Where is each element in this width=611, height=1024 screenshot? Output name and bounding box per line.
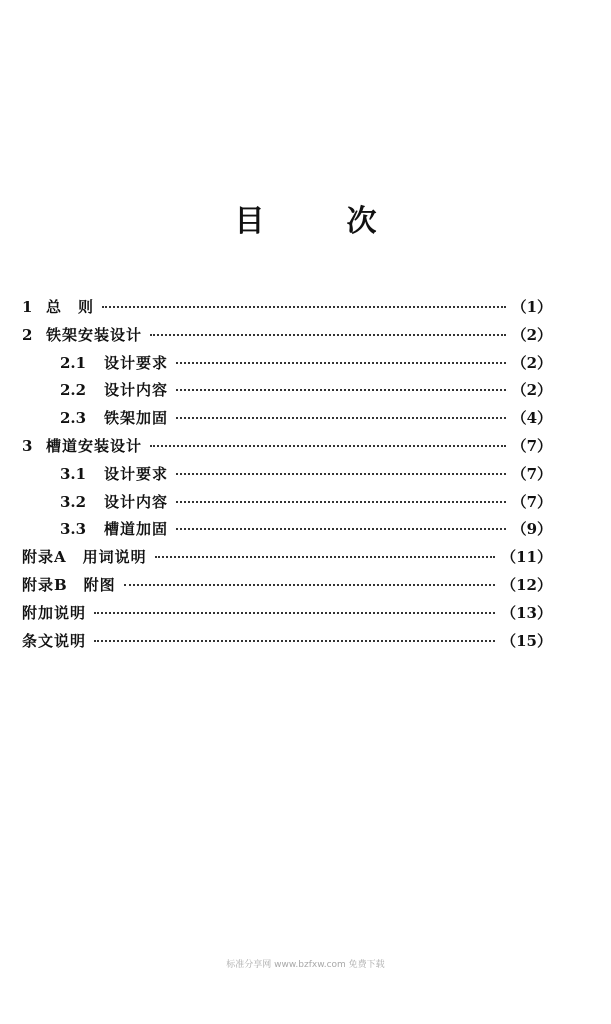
page-title: [0, 202, 611, 242]
toc-entry-page: （12）: [501, 575, 552, 594]
toc-entry-label: 槽道安装设计: [46, 436, 143, 455]
toc-entry-page: （4）: [511, 409, 552, 428]
table-of-contents: [22, 296, 552, 657]
toc-leader-dots: [94, 639, 495, 642]
toc-leader-dots: [176, 472, 506, 475]
toc-leader-dots: [176, 500, 506, 503]
toc-entry-label: 铁架安装设计: [46, 325, 143, 344]
toc-entry-appendix-a[interactable]: [22, 546, 552, 574]
toc-entry-page: （7）: [511, 492, 552, 511]
toc-entry-label: 铁架加固: [104, 409, 169, 428]
toc-leader-dots: [102, 305, 506, 308]
watermark-footer: 标准分享网 www.bzfxw.com 免费下载: [226, 960, 385, 970]
title-char-2: 次: [346, 204, 377, 239]
toc-leader-dots: [124, 583, 495, 586]
toc-entry-clause-explanation[interactable]: [22, 630, 552, 658]
toc-subentry[interactable]: [22, 518, 552, 546]
toc-entry-page: （7）: [511, 436, 552, 455]
toc-entry-label: 设计要求: [104, 464, 169, 483]
toc-leader-dots: [94, 611, 495, 614]
toc-entry-label: 附录B 附图: [22, 575, 116, 594]
toc-entry-additional-notes[interactable]: [22, 602, 552, 630]
toc-leader-dots: [176, 527, 506, 530]
toc-leader-dots: [176, 388, 506, 391]
toc-entry-number: 3.2: [60, 492, 87, 511]
toc-subentry[interactable]: [22, 379, 552, 407]
toc-entry-number: 3: [22, 436, 33, 455]
toc-entry-label: 条文说明: [22, 631, 87, 650]
toc-entry-page: （2）: [511, 381, 552, 400]
toc-entry-appendix-b[interactable]: [22, 574, 552, 602]
toc-entry[interactable]: [22, 324, 552, 352]
toc-entry-number: 1: [22, 298, 33, 316]
toc-subentry[interactable]: [22, 491, 552, 519]
toc-entry-label: 附加说明: [22, 603, 87, 622]
toc-subentry[interactable]: [22, 463, 552, 491]
toc-subentry[interactable]: [22, 352, 552, 380]
title-char-1: 目: [234, 204, 265, 239]
toc-subentry[interactable]: [22, 407, 552, 435]
toc-entry-number: 3.3: [60, 520, 87, 539]
toc-entry-page: （1）: [511, 298, 552, 316]
toc-entry-label: 槽道加固: [104, 520, 169, 539]
toc-entry-page: （11）: [501, 548, 552, 567]
toc-entry-page: （2）: [511, 325, 552, 344]
toc-entry-page: （13）: [501, 603, 552, 622]
toc-leader-dots: [155, 555, 495, 558]
toc-entry-number: 3.1: [60, 464, 87, 483]
toc-entry-page: （15）: [501, 631, 552, 650]
toc-leader-dots: [150, 444, 506, 447]
toc-entry-page: （2）: [511, 353, 552, 372]
toc-entry[interactable]: [22, 296, 552, 324]
toc-leader-dots: [150, 333, 506, 336]
toc-entry-number: 2.1: [60, 353, 87, 372]
toc-leader-dots: [176, 361, 506, 364]
toc-entry-label: 设计要求: [104, 353, 169, 372]
toc-leader-dots: [176, 416, 506, 419]
toc-entry-label: 设计内容: [104, 381, 169, 400]
toc-entry-label: 总 则: [46, 298, 95, 316]
toc-entry[interactable]: [22, 435, 552, 463]
toc-entry-number: 2.2: [60, 381, 87, 400]
toc-entry-label: 设计内容: [104, 492, 169, 511]
toc-entry-page: （7）: [511, 464, 552, 483]
toc-entry-label: 附录A 用词说明: [22, 548, 147, 567]
toc-entry-number: 2: [22, 325, 33, 344]
toc-entry-number: 2.3: [60, 409, 87, 428]
toc-entry-page: （9）: [511, 520, 552, 539]
